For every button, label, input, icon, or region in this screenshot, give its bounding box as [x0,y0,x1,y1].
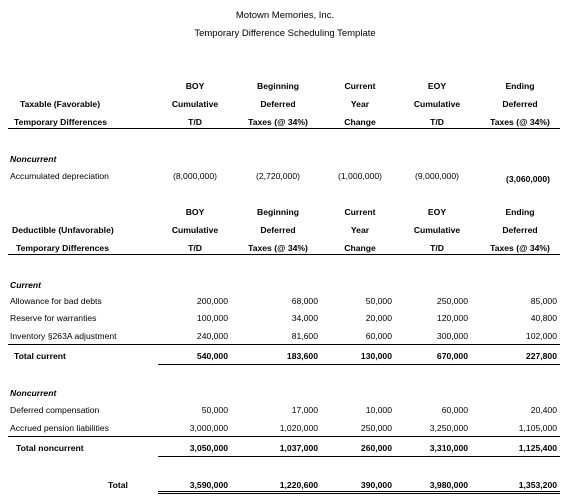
cell-current: 130,000 [360,351,392,361]
section-current: Current [10,280,42,290]
col-begin-2: Deferred [260,225,296,235]
cell-boy: 100,000 [196,313,228,323]
header-rule-deductible [8,254,560,255]
cell-eoy: 3,980,000 [429,480,468,490]
col-boy-3: T/D [188,117,202,127]
cell-begin: 68,000 [291,296,318,306]
cell-eoy: 670,000 [436,351,468,361]
col-begin-1: Beginning [256,207,299,217]
col-boy-1: BOY [185,81,205,91]
cell-eoy: 250,000 [436,296,468,306]
cell-current: 10,000 [365,405,392,415]
row-label: Allowance for bad debts [10,296,102,306]
cell-begin: 17,000 [291,405,318,415]
col-end-1: Ending [505,207,535,217]
total-noncurrent-label: Total noncurrent [16,443,84,453]
cell-eoy: (9,000,000) [415,171,459,181]
total-rule-noncurrent [158,456,560,457]
cell-end: 1,105,000 [518,423,557,433]
cell-begin: 183,600 [286,351,318,361]
row-label: Accrued pension liabilities [10,423,109,433]
grand-total-rule-1 [158,491,560,492]
cell-begin: 1,220,600 [279,480,318,490]
col-current-3: Change [344,243,376,253]
cell-eoy: 3,250,000 [429,423,468,433]
cell-end: 20,400 [530,405,557,415]
col-begin-2: Deferred [260,99,296,109]
taxable-sublabel: Temporary Differences [14,117,107,127]
cell-end: 85,000 [530,296,557,306]
row-label: Accumulated depreciation [10,171,109,181]
total-rule-current [158,364,560,365]
cell-boy: 540,000 [196,351,228,361]
row-label: Reserve for warranties [10,313,97,323]
cell-current: (1,000,000) [338,171,382,181]
cell-end: 102,000 [525,331,557,341]
grand-total-label: Total [108,480,128,490]
subtotal-rule-noncurrent [8,436,560,437]
col-end-2: Deferred [502,225,538,235]
col-eoy-2: Cumulative [413,225,461,235]
cell-boy: 3,000,000 [189,423,228,433]
cell-eoy: 120,000 [436,313,468,323]
section-noncurrent-taxable: Noncurrent [10,154,57,164]
col-end-3: Taxes (@ 34%) [490,243,550,253]
subtotal-rule-current [8,344,560,345]
section-noncurrent-deductible: Noncurrent [10,388,57,398]
cell-current: 60,000 [365,331,392,341]
cell-end: 227,800 [525,351,557,361]
row-label: Deferred compensation [10,405,100,415]
col-end-1: Ending [505,81,535,91]
cell-current: 250,000 [360,423,392,433]
col-eoy-3: T/D [430,117,444,127]
cell-end: 1,353,200 [518,480,557,490]
cell-current: 390,000 [360,480,392,490]
report-subtitle: Temporary Difference Scheduling Template [194,28,376,39]
cell-boy: 3,590,000 [189,480,228,490]
grand-total-rule-2 [158,493,560,494]
row-label: Inventory §263A adjustment [10,331,117,341]
col-eoy-1: EOY [427,207,447,217]
cell-current: 260,000 [360,443,392,453]
cell-begin: 1,020,000 [279,423,318,433]
cell-current: 20,000 [365,313,392,323]
col-current-1: Current [344,207,376,217]
cell-begin: 34,000 [291,313,318,323]
col-begin-3: Taxes (@ 34%) [248,243,308,253]
cell-boy: 240,000 [196,331,228,341]
deductible-label: Deductible (Unfavorable) [12,225,114,235]
col-boy-2: Cumulative [171,99,219,109]
col-boy-1: BOY [185,207,205,217]
cell-begin: (2,720,000) [256,171,300,181]
cell-end: (3,060,000) [506,174,550,184]
col-eoy-3: T/D [430,243,444,253]
cell-begin: 1,037,000 [279,443,318,453]
col-eoy-1: EOY [427,81,447,91]
taxable-label: Taxable (Favorable) [20,99,101,109]
cell-eoy: 3,310,000 [429,443,468,453]
col-begin-3: Taxes (@ 34%) [248,117,308,127]
col-current-2: Year [350,225,370,235]
col-end-2: Deferred [502,99,538,109]
col-boy-2: Cumulative [171,225,219,235]
company-name: Motown Memories, Inc. [235,10,335,21]
col-end-3: Taxes (@ 34%) [490,117,550,127]
cell-boy: (8,000,000) [173,171,217,181]
col-current-3: Change [344,117,376,127]
cell-begin: 81,600 [291,331,318,341]
cell-boy: 200,000 [196,296,228,306]
cell-end: 40,800 [530,313,557,323]
col-begin-1: Beginning [256,81,299,91]
cell-eoy: 60,000 [441,405,468,415]
cell-end: 1,125,400 [518,443,557,453]
header-rule-taxable [8,128,560,129]
total-current-label: Total current [14,351,66,361]
cell-boy: 3,050,000 [189,443,228,453]
col-eoy-2: Cumulative [413,99,461,109]
col-current-1: Current [344,81,376,91]
col-current-2: Year [350,99,370,109]
deductible-sublabel: Temporary Differences [16,243,109,253]
cell-current: 50,000 [365,296,392,306]
cell-boy: 50,000 [201,405,228,415]
col-boy-3: T/D [188,243,202,253]
cell-eoy: 300,000 [436,331,468,341]
